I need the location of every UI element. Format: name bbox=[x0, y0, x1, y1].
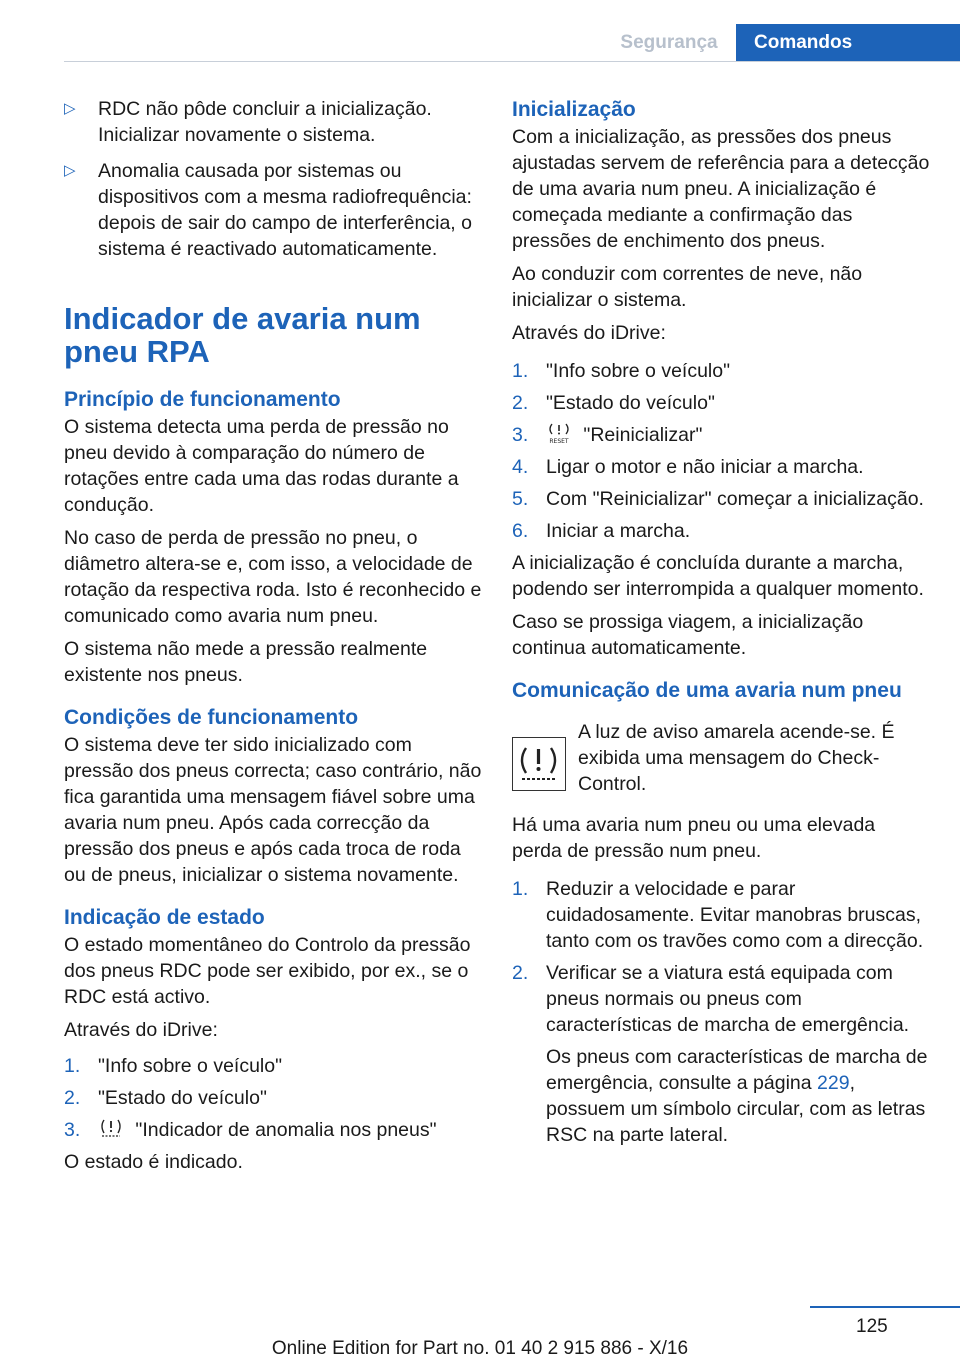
paragraph: Ao conduzir com correntes de neve, não inicializar o sistema. bbox=[512, 263, 863, 311]
page-header bbox=[0, 0, 960, 62]
paragraph: O sistema não mede a pressão realmente existente nos pneus. bbox=[64, 638, 428, 686]
section-title: Indicador de avaria num pneu RPA bbox=[64, 301, 421, 369]
left-column bbox=[64, 96, 484, 1182]
paragraph: O sistema detecta uma perda de pressão no pneu devido à comparação do número de rotações entre cada uma das rodas durante a condução. bbox=[64, 416, 459, 516]
heading-principio: Princípio de funcionamento bbox=[64, 388, 341, 411]
heading-indicacao: Indicação de estado bbox=[64, 906, 265, 929]
triangle-bullet-icon: ▷ bbox=[64, 100, 76, 117]
header-rule bbox=[64, 61, 960, 62]
paragraph: O estado momentâneo do Controlo da pressão dos pneus RDC pode ser exibido, por ex., se o RDC está activo. bbox=[64, 934, 471, 1008]
list-item: 5. Com "Reinicializar" começar a inicialização. bbox=[512, 488, 924, 510]
paragraph: Com a inicialização, as pressões dos pneus ajustadas servem de referência para a detecção de uma avaria num pneu. A inicialização é começada mediante a confirmação das pressões de enchimento dos pneus. bbox=[512, 126, 930, 252]
edition-footer: Online Edition for Part no. 01 40 2 915 886 - X/16 bbox=[271, 1338, 689, 1359]
warning-note: A luz de aviso amarela acende-se. É exibida uma mensagem do Check-Control. bbox=[512, 719, 930, 805]
heading-inicializacao: Inicialização bbox=[512, 98, 636, 121]
list-item: ▷ Anomalia causada por sistemas ou dispositivos com a mesma radiofrequência: depois de sair do campo de interferência, o sistema é reactivado automaticamente. bbox=[64, 160, 472, 260]
list-item: 2. Verificar se a viatura está equipada com pneus normais ou pneus com características de marcha de emergência. bbox=[512, 962, 910, 1036]
page-link[interactable]: 229 bbox=[817, 1072, 850, 1094]
reset-tire-icon bbox=[546, 423, 572, 445]
paragraph: O sistema deve ter sido inicializado com pressão dos pneus correcta; caso contrário, não fica garantida uma mensagem fiável sobre uma avaria num pneu. Após cada correcção da pressão dos pneus e após cada troca de roda ou de pneus, inicializar o sistema novamente. bbox=[64, 734, 482, 886]
list-item: ▷ RDC não pôde concluir a inicialização. Inicializar novamente o sistema. bbox=[64, 98, 432, 146]
list-item: 1. Reduzir a velocidade e parar cuidadosamente. Evitar manobras bruscas, tanto com os travões como com a direcção. bbox=[512, 878, 924, 952]
right-column bbox=[512, 96, 930, 1155]
sub-paragraph: Os pneus com características de marcha de emergência, consulte a página 229, possuem um símbolo circular, com as letras RSC na parte lateral. bbox=[546, 1046, 928, 1146]
paragraph: Através do iDrive: bbox=[64, 1019, 218, 1041]
triangle-bullet-icon: ▷ bbox=[64, 162, 76, 179]
list-item: 2. "Estado do veículo" bbox=[512, 392, 715, 414]
list-item: 3. "Indicador de anomalia nos pneus" bbox=[64, 1119, 437, 1141]
list-item: 1. "Info sobre o veículo" bbox=[64, 1055, 283, 1077]
footer-rule bbox=[810, 1306, 960, 1308]
svg-text:RESET: RESET bbox=[549, 438, 569, 445]
paragraph: No caso de perda de pressão no pneu, o diâmetro altera-se e, com isso, a velocidade de rotação da respectiva roda. Isto é reconhecido e comunicado como avaria num pneu. bbox=[64, 527, 482, 627]
list-item: 4. Ligar o motor e não iniciar a marcha. bbox=[512, 456, 864, 478]
warning-light-icon bbox=[512, 737, 566, 791]
paragraph: Há uma avaria num pneu ou uma elevada perda de pressão num pneu. bbox=[512, 814, 876, 862]
paragraph: A inicialização é concluída durante a marcha, podendo ser interrompida a qualquer momento. bbox=[512, 552, 924, 600]
paragraph: Caso se prossiga viagem, a inicialização continua automaticamente. bbox=[512, 611, 864, 659]
heading-comunicacao: Comunicação de uma avaria num pneu bbox=[512, 679, 902, 702]
paragraph: O estado é indicado. bbox=[64, 1151, 243, 1173]
page-number: 125 bbox=[856, 1316, 888, 1337]
paragraph: Através do iDrive: bbox=[512, 322, 666, 344]
heading-condicoes: Condições de funcionamento bbox=[64, 706, 359, 729]
list-item: 3. RESET "Reinicializar" bbox=[512, 424, 703, 446]
tire-warning-icon bbox=[98, 1118, 124, 1140]
tab-comandos[interactable]: Comandos bbox=[736, 24, 960, 62]
list-item: 6. Iniciar a marcha. bbox=[512, 520, 691, 542]
list-item: 1. "Info sobre o veículo" bbox=[512, 360, 731, 382]
list-item: 2. "Estado do veículo" bbox=[64, 1087, 267, 1109]
tab-seguranca[interactable]: Segurança bbox=[620, 32, 718, 53]
